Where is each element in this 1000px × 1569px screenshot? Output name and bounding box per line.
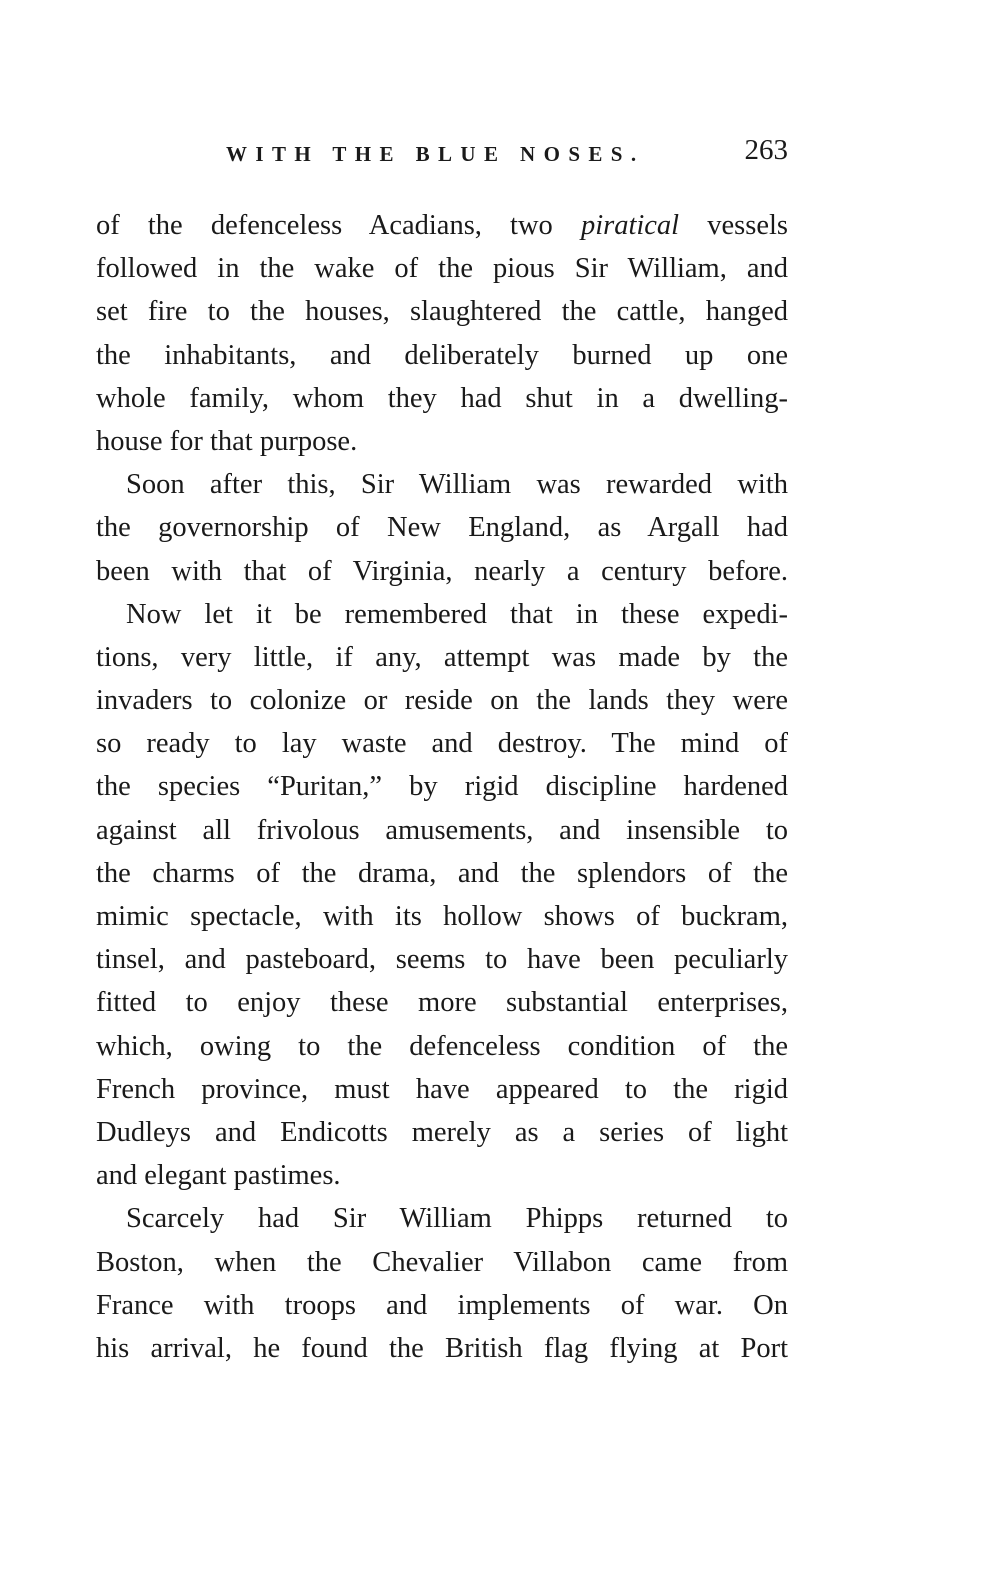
paragraph xyxy=(96,1197,788,1370)
text-segment: vessels xyxy=(679,210,788,241)
body-text xyxy=(96,204,788,1370)
text-line: tinsel, and pasteboard, seems to have been peculiarly xyxy=(96,944,788,976)
text-line: followed in the wake of the pious Sir William, and xyxy=(96,253,788,285)
text-line: so ready to lay waste and destroy. The mind of xyxy=(96,728,788,760)
text-line: French province, must have appeared to the rigid xyxy=(96,1073,788,1105)
text-line: against all frivolous amusements, and insensible to xyxy=(96,814,788,846)
text-line: the charms of the drama, and the splendors of the xyxy=(96,857,788,889)
text-line: Dudleys and Endicotts merely as a series of light xyxy=(96,1116,788,1148)
text-line: the inhabitants, and deliberately burned up one xyxy=(96,339,788,371)
text-line: France with troops and implements of war. On xyxy=(96,1289,788,1321)
page-number: 263 xyxy=(744,134,788,166)
text-line: tions, very little, if any, attempt was made by the xyxy=(96,641,788,673)
running-title: WITH THE BLUE NOSES. xyxy=(226,142,645,166)
text-line: been with that of Virginia, nearly a century before. xyxy=(96,555,788,587)
paragraph xyxy=(96,593,788,1198)
text-line: house for that purpose. xyxy=(96,425,358,457)
text-line: Now let it be remembered that in these expedi- xyxy=(126,598,788,630)
text-line: and elegant pastimes. xyxy=(96,1160,341,1192)
text-line: the governorship of New England, as Argall had xyxy=(96,512,788,544)
text-line: the species “Puritan,” by rigid discipline hardened xyxy=(96,771,788,803)
text-line: Scarcely had Sir William Phipps returned to xyxy=(126,1203,788,1235)
text-line: mimic spectacle, with its hollow shows of buckram, xyxy=(96,901,788,932)
text-line: set fire to the houses, slaughtered the cattle, hanged xyxy=(96,296,788,328)
text-line: whole family, whom they had shut in a dwelling- xyxy=(96,382,788,414)
text-line: his arrival, he found the British flag flying at Port xyxy=(96,1332,788,1364)
text-line xyxy=(96,204,788,247)
text-line: Soon after this, Sir William was rewarded with xyxy=(126,469,788,501)
italic-word: piratical xyxy=(580,210,680,241)
running-head xyxy=(96,134,788,174)
text-line: fitted to enjoy these more substantial enterprises, xyxy=(96,987,788,1019)
paragraph xyxy=(96,204,788,463)
text-segment: of the defenceless Acadians, two xyxy=(96,210,581,241)
text-line: invaders to colonize or reside on the lands they were xyxy=(96,685,788,717)
text-line: which, owing to the defenceless condition of the xyxy=(96,1030,788,1062)
text-line: Boston, when the Chevalier Villabon came from xyxy=(96,1246,788,1278)
paragraph xyxy=(96,463,788,593)
